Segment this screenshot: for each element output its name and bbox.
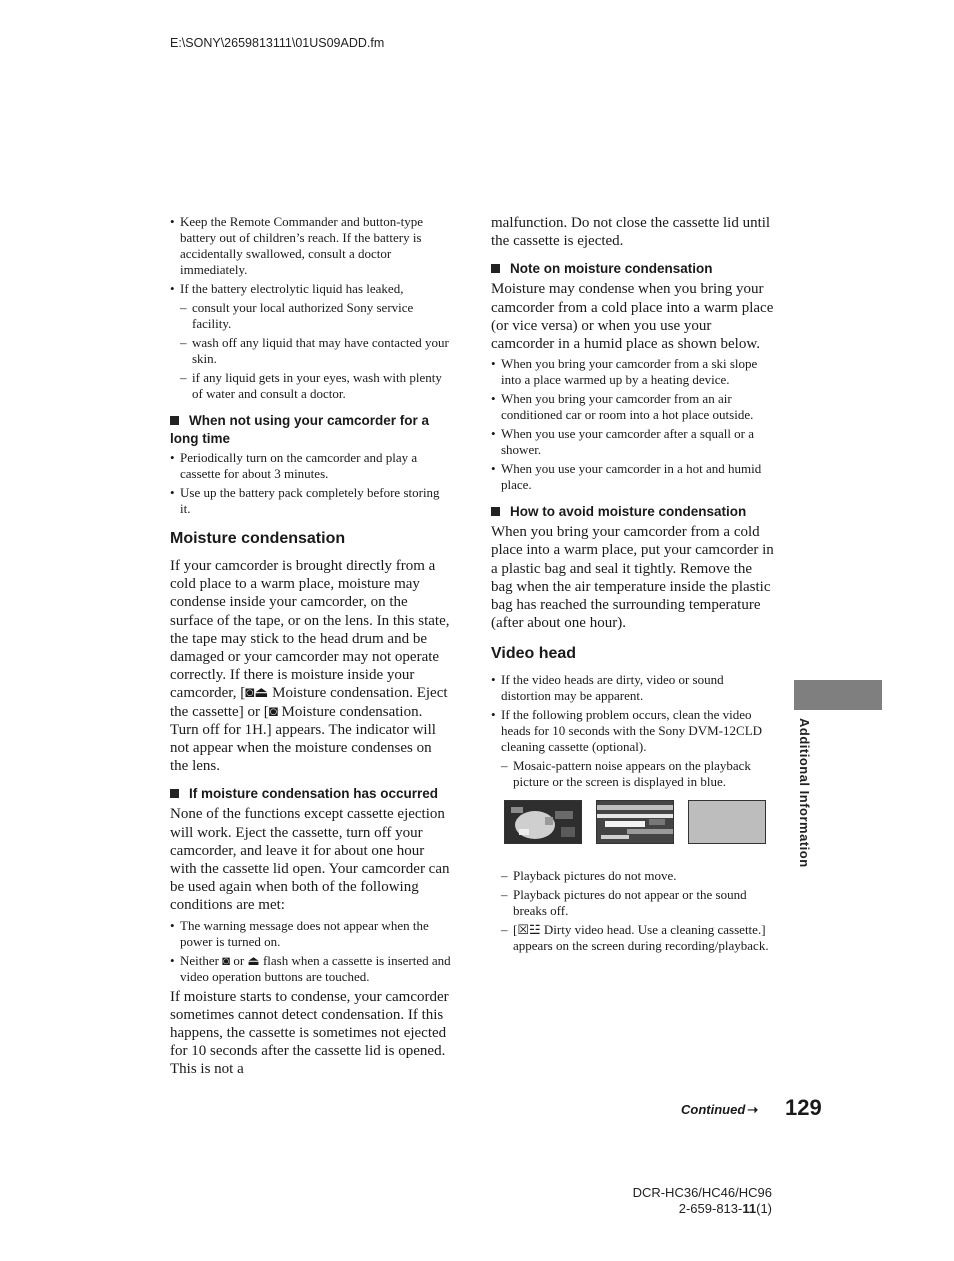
blue-screen-image <box>688 800 766 844</box>
part-code <box>600 1201 772 1217</box>
list-item: • Keep the Remote Commander and button-type battery out of children’s reach. If the battery is accidentally swallowed, consult a doctor immediately. <box>170 214 452 278</box>
video-dash-list <box>501 758 775 790</box>
list-item: – wash off any liquid that may have contacted your skin. <box>180 335 452 367</box>
avoid-heading <box>491 503 775 521</box>
list-item: – Playback pictures do not move. <box>501 868 775 884</box>
heading-text: If moisture condensation has occurred <box>189 786 439 802</box>
model-number: DCR-HC36/HC46/HC96 <box>632 1185 772 1200</box>
section-tab <box>794 680 882 710</box>
file-path: E:\SONY\2659813111\01US09ADD.fm <box>170 36 385 50</box>
mosaic-noise-image-1 <box>504 800 582 844</box>
list-item: – consult your local authorized Sony service facility. <box>180 300 452 332</box>
continued-label <box>681 1102 758 1118</box>
part-code-suffix: (1) <box>756 1201 772 1216</box>
moisture-paragraph: If your camcorder is brought directly from a cold place to a warm place, moisture may condense inside your camcorder, on the surface of the tape, or on the lens. In this state, the tape may stick to the head drum and be damaged or your camcorder may not operate correctly. If there is moisture inside your camcorder, [◙⏏ Moisture condensation. Eject the cassette] or [◙ Moisture condensation. Turn off for 1H.] appears. The indicator will not appear when the moisture condenses on the lens. <box>170 558 450 775</box>
model-info <box>600 1185 772 1217</box>
occurred-paragraph-2: If moisture starts to condense, your camcorder sometimes cannot detect condensation. If this happens, the cassette is sometimes not ejected for 10 seconds after the cassette lid is opened. This is not a <box>170 988 449 1078</box>
list-item: – if any liquid gets in your eyes, wash with plenty of water and consult a doctor. <box>180 370 452 402</box>
leak-dash-list <box>180 300 452 402</box>
note-bullets <box>491 356 775 493</box>
video-head-heading: Video head <box>491 645 577 663</box>
square-bullet-icon <box>491 507 500 516</box>
occurred-heading <box>170 785 452 803</box>
list-item: • If the video heads are dirty, video or sound distortion may be apparent. <box>491 672 775 704</box>
list-item: • When you use your camcorder after a squall or a shower. <box>491 426 775 458</box>
video-bullets <box>491 672 775 790</box>
video-dash-list-2 <box>501 868 775 954</box>
part-code-bold: 11 <box>742 1201 757 1216</box>
square-bullet-icon <box>170 789 179 798</box>
left-column <box>170 214 452 1079</box>
heading-text: How to avoid moisture condensation <box>510 504 747 520</box>
list-item: • When you use your camcorder in a hot and humid place. <box>491 461 775 493</box>
list-item-text: If the battery electrolytic liquid has leaked, <box>180 281 404 296</box>
list-item: • When you bring your camcorder from an air conditioned car or room into a hot place outside. <box>491 391 775 423</box>
note-paragraph: Moisture may condense when you bring your camcorder from a cold place into a warm place (or vice versa) or when you use your camcorder in a humid place as shown below. <box>491 281 774 353</box>
list-item: – Playback pictures do not appear or the sound breaks off. <box>501 887 775 919</box>
list-item <box>491 707 775 790</box>
heading-text: Note on moisture condensation <box>510 261 713 277</box>
moisture-heading: Moisture condensation <box>170 530 346 547</box>
list-item: – [☒☳ Dirty video head. Use a cleaning cassette.] appears on the screen during recording/playback. <box>501 922 775 954</box>
battery-bullets <box>170 214 452 402</box>
not-using-bullets <box>170 450 452 517</box>
occurred-bullets <box>170 918 452 985</box>
heading-text: When not using your camcorder for a long time <box>170 413 430 446</box>
part-code-prefix: 2-659-813- <box>678 1201 743 1216</box>
continued-text: Continued <box>681 1102 746 1117</box>
list-item: • Periodically turn on the camcorder and play a cassette for about 3 minutes. <box>170 450 452 482</box>
right-column <box>491 214 775 957</box>
list-item: • Use up the battery pack completely before storing it. <box>170 485 452 517</box>
list-item: – Mosaic-pattern noise appears on the playback picture or the screen is displayed in blue. <box>501 758 775 790</box>
square-bullet-icon <box>170 416 179 425</box>
continuation-paragraph: malfunction. Do not close the cassette lid until the cassette is ejected. <box>491 215 771 250</box>
mosaic-noise-examples <box>504 800 775 860</box>
list-item-text: If the following problem occurs, clean the video heads for 10 seconds with the Sony DVM-12CLD cleaning cassette (optional). <box>501 707 763 755</box>
section-label: Additional Information <box>797 718 812 868</box>
list-item: • Neither ◙ or ⏏ flash when a cassette is inserted and video operation buttons are touched. <box>170 953 452 985</box>
not-using-heading <box>170 412 452 448</box>
square-bullet-icon <box>491 264 500 273</box>
list-item: • When you bring your camcorder from a ski slope into a place warmed up by a heating device. <box>491 356 775 388</box>
list-item <box>170 281 452 402</box>
mosaic-noise-image-2 <box>596 800 674 844</box>
list-item: • The warning message does not appear when the power is turned on. <box>170 918 452 950</box>
avoid-paragraph: When you bring your camcorder from a cold place into a warm place, put your camcorder in a plastic bag and seal it tightly. Remove the bag when the air temperature inside the plastic bag has reached the surrounding temperature (after about one hour). <box>491 524 774 632</box>
note-heading <box>491 260 775 278</box>
page-number: 129 <box>785 1095 822 1120</box>
occurred-paragraph: None of the functions except cassette ejection will work. Eject the cassette, turn off your camcorder, and leave it for about one hour with the cassette lid open. Your camcorder can be used again when both of the following conditions are met: <box>170 806 450 914</box>
arrow-right-icon: ➝ <box>747 1102 759 1117</box>
